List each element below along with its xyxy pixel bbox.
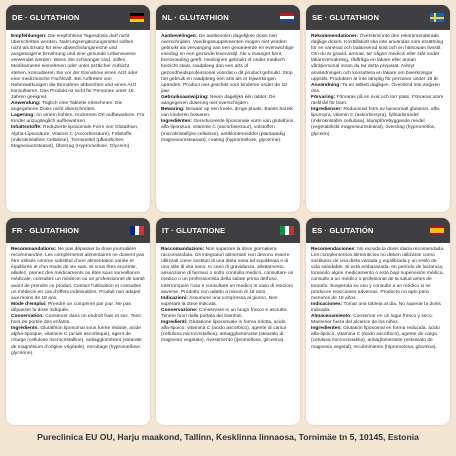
card-body — [156, 243, 300, 345]
german-flag-icon — [130, 13, 144, 22]
storage-paragraph: Bewaring: Bewaar op een koele, droge plaats. Buiten bereik van kinderen bewaren. — [161, 107, 293, 119]
swedish-flag-icon — [430, 13, 444, 22]
recommendations-paragraph: Raccomandazioni: Non superare la dose giornaliera raccomandata. Gli integratori alimentari non devono essere utilizzati come sostituti di una dieta varia ed equilibrata e di uno stile di vita sano. In caso di gravidanza, allattamento, assunzione di farmaci o sotto controllo medico, consultare un medico o un professionista della salute prima dell'uso. Interrompere l'uso e consultare un medico in caso di reazioni avverse. Prodotto non adatto a minori di 18 anni. — [161, 247, 294, 295]
storage-paragraph: Almacenamiento: Conservar en un lugar fresco y seco. Mantener fuera del alcance de los niños. — [311, 314, 434, 326]
card-body — [306, 243, 450, 351]
storage-paragraph: Conservation: Conserver dans un endroit frais et sec. Tenir hors de portée des enfants. — [11, 314, 142, 326]
ingredients-paragraph: Ingredienser: Reducerad form av liposomalt glutation, alfa-liponsyra, vitamin C (askorbinsyra), fyllnadsmedel (mikrokristallin cellulosa), klumpförebyggande medel (vegetabiliskt magnesiumstearat), överdrag (hypromellos, glycerin). — [311, 107, 441, 137]
usage-paragraph: Användning: Ta en tablett dagligen. Överskrid inte angiven dos. — [311, 82, 441, 94]
ingredients-paragraph: Ingredientes: Glutatión liposomal en forma reducida, ácido alfa-lipoico, vitamina C (ácido ascórbico), agente de carga (celulosa microcristalina), antiaglomerante (estearato de magnesio vegetal), recubrimiento (hipromelosa, glicerina). — [311, 326, 440, 350]
card-it — [156, 218, 300, 425]
card-es — [306, 218, 450, 425]
card-header — [306, 218, 450, 243]
usage-paragraph: Mode d'emploi: Prendre un comprimé par jour. Ne pas dépasser la dose indiquée. — [11, 301, 131, 313]
ingredients-paragraph: Ingrédients: Glutathion liposomal sous forme réduite, acide alpha-lipoïque, vitamine C (acide ascorbique), agent de charge (cellulose microcristalline), antiagglomérant (stéarate de magnésium d'origine végétale), enrobage (hypromellose, glycérine). — [11, 326, 142, 356]
recommendations-paragraph: Recommandations: Ne pas dépasser la dose journalière recommandée. Les compléments alimentaires ne doivent pas être utilisés comme substitut d'une alimentation variée et équilibrée et d'un mode de vie sain. Si vous êtes enceinte, allaitez, prenez des médicaments ou êtes sous surveillance médicale, consultez un médecin ou un professionnel de santé avant de prendre ce produit. Cessez l'utilisation et consultez un médecin en cas d'effets indésirables. Produit non adapté aux moins de 18 ans. — [11, 247, 145, 301]
card-body — [6, 30, 150, 150]
ingredients-paragraph: Ingredienti: Glutatione liposomiale in forma ridotta, acido alfa-lipoico, vitamina C (acido ascorbico), agente di carica (cellulosa microcristallina), antiagglomerante (stearato di magnesio vegetale), rivestimento (ipromellosa, glicerina). — [161, 320, 287, 344]
usage-paragraph: Anwendung: Täglich eine Tablette einnehmen. Die angegebene Dosis nicht überschreiten. — [11, 101, 123, 113]
card-body — [156, 30, 300, 144]
spanish-flag-icon — [430, 226, 444, 235]
card-header — [156, 218, 300, 243]
label-grid — [6, 5, 450, 425]
card-fr — [6, 218, 150, 425]
recommendations-paragraph: Empfehlungen: Die empfohlene Tagesdosis darf nicht überschritten werden. Nahrungsergänzungsmittel sollten nicht als Ersatz für eine abwechslungsreiche und ausgewogene Ernährung und eine gesunde Lebensweise verwendet werden. Wenn Sie schwanger sind, stillen, Medikamente einnehmen oder unter ärztlicher Aufsicht stehen, konsultieren Sie vor der Einnahme einen Arzt oder eine medizinische Fachkraft. Bei Auftreten von Nebenwirkungen die Einnahme abbrechen und einen Arzt konsultieren. Das Produkt ist nicht für Personen unter 18 Jahren geeignet. — [11, 34, 138, 100]
card-header — [6, 5, 150, 30]
card-se — [306, 5, 450, 212]
card-title: IT · GLUTATIONE — [162, 226, 226, 235]
company-address-footer: Pureclinica EU OU, Harju maakond, Tallinn, Kesklinna linnaosa, Tornimäe tn 5, 10145, Estonia — [37, 432, 419, 442]
card-title: NL · GLUTATHION — [162, 13, 229, 22]
recommendations-paragraph: Recomendaciones: No exceda la dosis diaria recomendada. Los complementos alimenticios no deben utilizarse como sustitutos de una dieta variada y equilibrada y un estilo de vida saludable. Si está embarazada, en período de lactancia, tomando algún medicamento o está bajo supervisión médica, consulte a un médico o profesional de la salud antes de tomarlo. Suspenda su uso y consulte a un médico si se producen reacciones adversas. Producto no apto para menores de 18 años. — [311, 247, 445, 301]
card-title: FR · GLUTATHION — [12, 226, 80, 235]
card-title: ES · GLUTATIÓN — [312, 226, 374, 235]
card-body — [306, 30, 450, 138]
storage-paragraph: Lagerung: An einem kühlen, trockenen Ort aufbewahren. Für Kinder unzugänglich aufbewahren. — [11, 113, 145, 125]
card-de — [6, 5, 150, 212]
usage-paragraph: Indicaciones: Tomar una tableta al día. No superar la dosis indicada. — [311, 301, 441, 313]
italian-flag-icon — [280, 226, 294, 235]
card-nl — [156, 5, 300, 212]
card-header — [306, 5, 450, 30]
card-header — [156, 5, 300, 30]
usage-paragraph: Indicazioni: Assumere una compressa al giorno. Non superare la dose indicata. — [161, 295, 278, 307]
dutch-flag-icon — [280, 13, 294, 22]
ingredients-paragraph: Ingrediënten: Gereduceerde liposomale vorm van glutathion, alfa-liponzuur, vitamine C (ascorbinezuur), vulstoffen (microkristallijne cellulose), antiklontermiddel (plantaardig magnesiumstearaat), coating (hypromellose, glycerine). — [161, 119, 295, 143]
card-header — [6, 218, 150, 243]
storage-paragraph: Conservazione: Conservare in un luogo fresco e asciutto. Tenere fuori dalla portata dei bambini. — [161, 307, 288, 320]
french-flag-icon — [130, 226, 144, 235]
card-body — [6, 243, 150, 357]
usage-paragraph: Gebruiksaanwijzing: Neem dagelijks één tablet. De aangegeven dosering niet overschrijden. — [161, 94, 276, 107]
recommendations-paragraph: Rekommendationer: Överskrid inte den rekommenderade dagliga dosen. Kosttillskott ska inte användas som ersättning för en varierad och balanserad kost och en hälsosam livsstil. Om du är gravid, ammar, tar någon medicin eller står under läkarövervakning, rådfråga en läkare eller annan vårdpersonal innan du tar detta preparat. Avbryt användningen och konsultera en läkare om biverkningar uppstår. Produkten är inte lämplig för personer under 18 år. — [311, 34, 444, 82]
recommendations-paragraph: Aanbevelingen: De aanbevolen dagelijkse dosis niet overschrijden. Voedingssupplementen mogen niet worden gebruikt als vervanging van een gevarieerde en evenwichtige voeding en een gezonde levensstijl. Als u zwanger bent, borstvoeding geeft, medicijnen gebruikt of onder medisch toezicht staat, raadpleeg dan een arts of gezondheidsprofessional voordat u dit product gebruikt. Stop het gebruik en raadpleeg een arts als er bijwerkingen optreden. Product niet geschikt voor kinderen onder de 18 jaar. — [161, 34, 294, 94]
card-title: DE · GLUTATHION — [12, 13, 80, 22]
storage-paragraph: Förvaring: Förvaras på en sval och torr plats. Förvaras utom räckhåll för barn. — [311, 94, 444, 107]
ingredients-paragraph: Inhaltsstoffe: Reduzierte liposomale Form von Glutathion, Alpha-Liponsäure, Vitamin C (Ascorbinsäure), Füllstoffe (mikrokristalline Cellulose), Trennmittel (pflanzliches Magnesiumstearat), Überzug (Hypromellose, Glycerin). — [11, 125, 139, 149]
card-title: SE · GLUTATHION — [312, 13, 380, 22]
